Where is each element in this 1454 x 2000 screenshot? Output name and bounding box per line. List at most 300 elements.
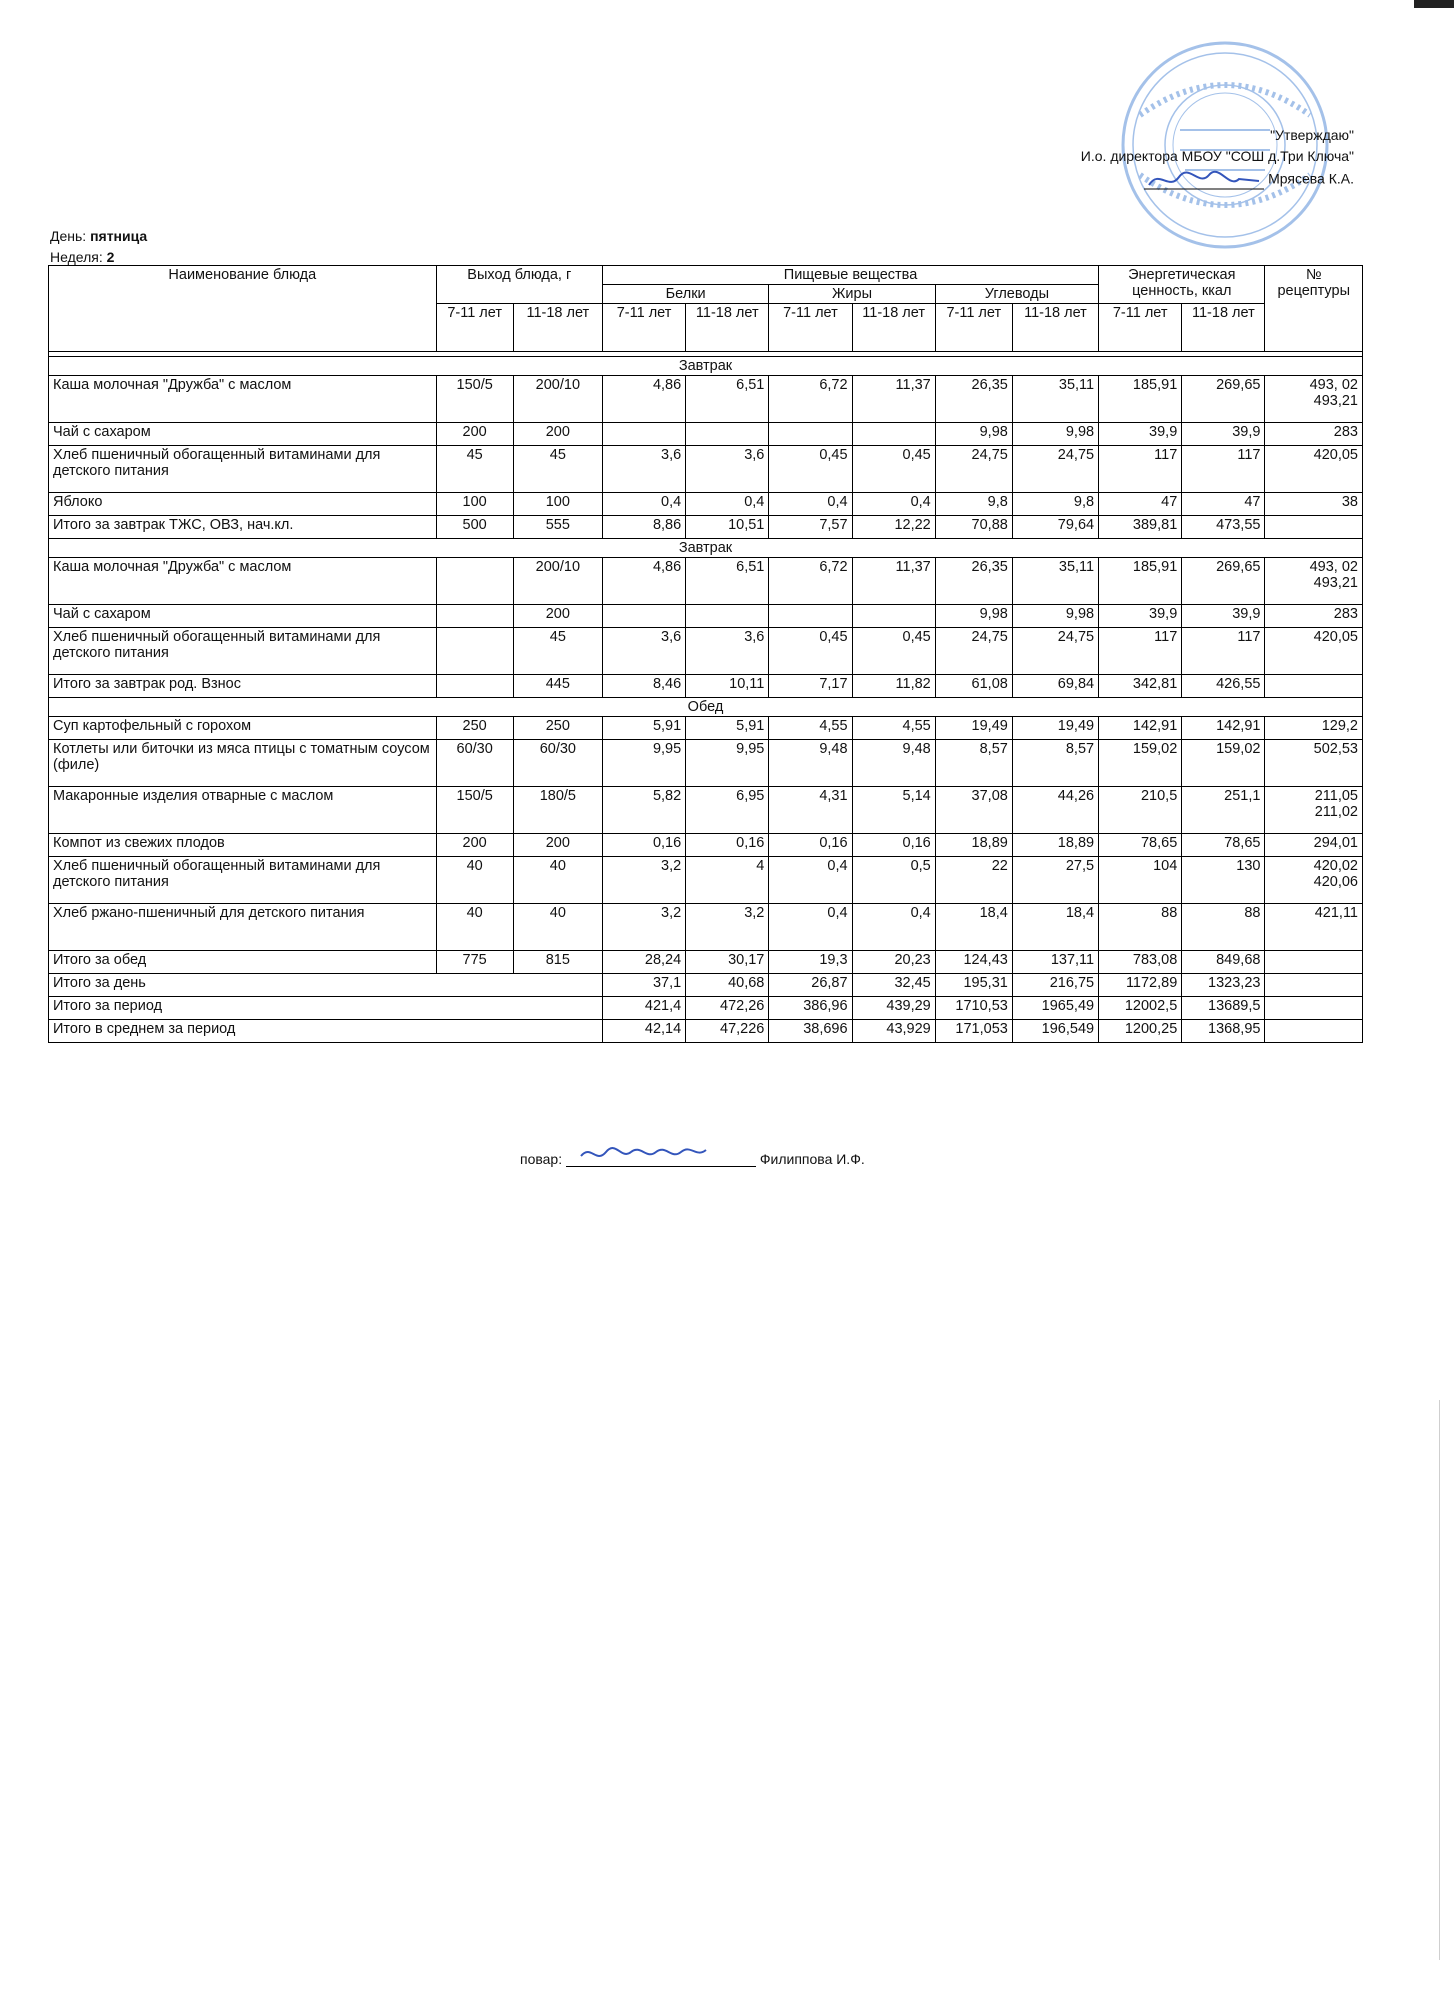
recipe-number: 502,53 [1313,741,1358,757]
value-cell: 200/10 [513,558,602,605]
day-value: пятница [90,228,148,244]
dish-name: Яблоко [49,493,437,516]
dish-name: Итого за обед [49,951,437,974]
value-cell: 555 [513,516,602,539]
table-row [49,605,1363,628]
total-value: 1965,49 [1012,997,1098,1020]
value-cell: 9,48 [852,740,935,787]
value-cell: 150/5 [436,376,513,423]
value-cell: 35,11 [1012,558,1098,605]
recipe-cell [1265,493,1363,516]
value-cell: 44,26 [1012,787,1098,834]
recipe-cell [1265,628,1363,675]
value-cell [436,628,513,675]
value-cell: 6,51 [686,558,769,605]
dish-name: Хлеб пшеничный обогащенный витаминами для детского питания [49,628,437,675]
recipe-cell [1265,675,1363,698]
week-line [50,249,114,265]
value-cell: 19,49 [935,717,1012,740]
total-label: Итого за период [49,997,603,1020]
value-cell: 18,89 [1012,834,1098,857]
value-cell: 3,6 [602,446,685,493]
week-label: Неделя: [50,249,103,265]
table-row [49,446,1363,493]
cook-signature-line [520,1150,865,1167]
value-cell: 0,4 [686,493,769,516]
value-cell: 0,5 [852,857,935,904]
recipe-cell-empty [1265,1020,1363,1043]
director-signature [1144,167,1264,193]
cook-name: Филиппова И.Ф. [759,1151,865,1167]
value-cell [769,605,852,628]
table-row [49,717,1363,740]
total-value: 1172,89 [1099,974,1182,997]
value-cell: 0,16 [686,834,769,857]
value-cell: 426,55 [1182,675,1265,698]
total-value: 1710,53 [935,997,1012,1020]
dish-name: Хлеб пшеничный обогащенный витаминами для детского питания [49,446,437,493]
value-cell: 40 [436,857,513,904]
value-cell: 69,84 [1012,675,1098,698]
header-fats: Жиры [769,285,935,304]
recipe-cell-empty [1265,974,1363,997]
total-value: 40,68 [686,974,769,997]
dish-name: Каша молочная "Дружба" с маслом [49,376,437,423]
value-cell: 3,6 [686,628,769,675]
value-cell: 0,4 [769,493,852,516]
value-cell: 200 [436,834,513,857]
section-row [49,539,1363,558]
value-cell: 78,65 [1099,834,1182,857]
value-cell: 7,57 [769,516,852,539]
value-cell: 20,23 [852,951,935,974]
section-title: Завтрак [49,357,1363,376]
total-value: 13689,5 [1182,997,1265,1020]
total-value: 37,1 [602,974,685,997]
recipe-number: 211,05 [1314,788,1358,804]
value-cell: 40 [513,904,602,951]
table-row [49,857,1363,904]
cook-label: повар: [520,1151,563,1167]
value-cell: 19,3 [769,951,852,974]
table-row [49,628,1363,675]
value-cell: 9,8 [1012,493,1098,516]
value-cell: 117 [1099,446,1182,493]
total-value: 386,96 [769,997,852,1020]
value-cell: 251,1 [1182,787,1265,834]
value-cell: 10,11 [686,675,769,698]
value-cell: 775 [436,951,513,974]
dish-name: Хлеб пшеничный обогащенный витаминами для детского питания [49,857,437,904]
value-cell: 10,51 [686,516,769,539]
value-cell: 37,08 [935,787,1012,834]
value-cell: 783,08 [1099,951,1182,974]
header-nutrients: Пищевые вещества [602,266,1098,285]
value-cell: 100 [436,493,513,516]
value-cell: 9,98 [1012,423,1098,446]
recipe-cell [1265,834,1363,857]
value-cell: 130 [1182,857,1265,904]
value-cell: 39,9 [1182,423,1265,446]
total-value: 43,929 [852,1020,935,1043]
table-row [49,787,1363,834]
value-cell: 269,65 [1182,558,1265,605]
header-energy: Энергетическая ценность, ккал [1099,266,1265,304]
value-cell: 24,75 [935,446,1012,493]
value-cell: 24,75 [935,628,1012,675]
value-cell: 88 [1182,904,1265,951]
header-age-7-11: 7-11 лет [935,304,1012,352]
value-cell: 5,91 [602,717,685,740]
value-cell: 45 [513,446,602,493]
dish-name: Чай с сахаром [49,605,437,628]
value-cell: 0,4 [852,904,935,951]
approval-line-3 [1081,167,1354,193]
header-dish: Наименование блюда [49,266,437,352]
recipe-cell [1265,423,1363,446]
value-cell: 8,57 [1012,740,1098,787]
value-cell: 18,4 [935,904,1012,951]
header-age-11-18: 11-18 лет [1182,304,1265,352]
value-cell [852,605,935,628]
recipe-number: 493, 02 [1309,377,1358,393]
day-line [50,228,147,244]
value-cell: 200 [436,423,513,446]
value-cell: 185,91 [1099,558,1182,605]
total-value: 1323,23 [1182,974,1265,997]
value-cell: 159,02 [1182,740,1265,787]
value-cell: 117 [1182,446,1265,493]
value-cell: 11,37 [852,558,935,605]
value-cell: 47 [1182,493,1265,516]
value-cell: 117 [1099,628,1182,675]
value-cell: 100 [513,493,602,516]
value-cell: 0,16 [852,834,935,857]
value-cell: 0,16 [602,834,685,857]
value-cell: 9,95 [686,740,769,787]
scan-edge-line [1439,1400,1440,1960]
value-cell [769,423,852,446]
value-cell [686,605,769,628]
recipe-number: 283 [1333,606,1358,622]
value-cell: 250 [513,717,602,740]
value-cell: 6,95 [686,787,769,834]
value-cell: 70,88 [935,516,1012,539]
value-cell: 24,75 [1012,628,1098,675]
value-cell: 39,9 [1182,605,1265,628]
dish-name: Итого за завтрак ТЖС, ОВЗ, нач.кл. [49,516,437,539]
value-cell: 849,68 [1182,951,1265,974]
value-cell: 250 [436,717,513,740]
value-cell: 0,45 [769,446,852,493]
dish-name: Каша молочная "Дружба" с маслом [49,558,437,605]
value-cell: 3,2 [602,904,685,951]
value-cell: 389,81 [1099,516,1182,539]
value-cell: 3,2 [602,857,685,904]
recipe-cell [1265,740,1363,787]
total-value: 26,87 [769,974,852,997]
header-age-11-18: 11-18 лет [686,304,769,352]
value-cell: 88 [1099,904,1182,951]
recipe-number-alt: 420,06 [1313,874,1358,890]
approval-line-2: И.о. директора МБОУ "СОШ д.Три Ключа" [1080,148,1354,164]
scan-edge-mark [1414,0,1454,8]
dish-name: Суп картофельный с горохом [49,717,437,740]
total-label: Итого за день [49,974,603,997]
header-age-11-18: 11-18 лет [1012,304,1098,352]
value-cell: 5,82 [602,787,685,834]
value-cell: 18,89 [935,834,1012,857]
value-cell: 60/30 [513,740,602,787]
value-cell: 200/10 [513,376,602,423]
value-cell: 9,8 [935,493,1012,516]
value-cell: 815 [513,951,602,974]
value-cell: 45 [513,628,602,675]
value-cell: 473,55 [1182,516,1265,539]
value-cell: 8,57 [935,740,1012,787]
value-cell: 61,08 [935,675,1012,698]
total-value: 38,696 [769,1020,852,1043]
menu-table [48,265,1363,1043]
value-cell: 4,86 [602,558,685,605]
value-cell: 200 [513,423,602,446]
value-cell: 40 [436,904,513,951]
value-cell: 4,31 [769,787,852,834]
value-cell: 6,72 [769,376,852,423]
value-cell: 9,98 [935,605,1012,628]
total-value: 1368,95 [1182,1020,1265,1043]
dish-name: Чай с сахаром [49,423,437,446]
value-cell: 27,5 [1012,857,1098,904]
director-name: Мрясева К.А. [1268,170,1354,187]
cook-signature-scribble [566,1144,756,1164]
value-cell: 22 [935,857,1012,904]
value-cell: 180/5 [513,787,602,834]
value-cell [602,605,685,628]
value-cell: 39,9 [1099,605,1182,628]
recipe-cell [1265,787,1363,834]
cook-signature [566,1150,756,1167]
value-cell: 200 [513,834,602,857]
menu-table-body [49,357,1363,1043]
recipe-cell [1265,558,1363,605]
table-row [49,951,1363,974]
header-age-7-11: 7-11 лет [602,304,685,352]
recipe-number: 129,2 [1321,718,1358,734]
value-cell: 9,98 [935,423,1012,446]
total-value: 439,29 [852,997,935,1020]
recipe-number: 38 [1341,494,1358,510]
table-row [49,834,1363,857]
total-row [49,997,1363,1020]
recipe-cell [1265,857,1363,904]
value-cell: 11,82 [852,675,935,698]
value-cell: 8,86 [602,516,685,539]
total-label: Итого в среднем за период [49,1020,603,1043]
value-cell: 137,11 [1012,951,1098,974]
recipe-cell [1265,717,1363,740]
total-value: 171,053 [935,1020,1012,1043]
value-cell [436,558,513,605]
approval-line-1: "Утверждаю" [1270,127,1354,143]
value-cell: 0,4 [769,857,852,904]
value-cell: 0,45 [852,446,935,493]
value-cell: 269,65 [1182,376,1265,423]
header-carbs: Углеводы [935,285,1098,304]
value-cell: 142,91 [1099,717,1182,740]
value-cell: 117 [1182,628,1265,675]
total-value: 196,549 [1012,1020,1098,1043]
value-cell: 185,91 [1099,376,1182,423]
value-cell: 9,98 [1012,605,1098,628]
dish-name: Макаронные изделия отварные с маслом [49,787,437,834]
recipe-cell [1265,376,1363,423]
recipe-number: 420,02 [1313,858,1358,874]
dish-name: Компот из свежих плодов [49,834,437,857]
value-cell: 3,6 [602,628,685,675]
table-row [49,675,1363,698]
table-row [49,493,1363,516]
value-cell: 26,35 [935,376,1012,423]
value-cell: 4,55 [852,717,935,740]
value-cell: 104 [1099,857,1182,904]
value-cell: 7,17 [769,675,852,698]
value-cell: 9,95 [602,740,685,787]
value-cell: 150/5 [436,787,513,834]
value-cell: 0,45 [852,628,935,675]
value-cell: 0,4 [852,493,935,516]
total-value: 47,226 [686,1020,769,1043]
value-cell [436,675,513,698]
recipe-number: 420,05 [1313,447,1358,463]
value-cell: 78,65 [1182,834,1265,857]
value-cell: 26,35 [935,558,1012,605]
value-cell: 19,49 [1012,717,1098,740]
value-cell: 6,51 [686,376,769,423]
value-cell [852,423,935,446]
section-row [49,698,1363,717]
recipe-number-alt: 211,02 [1314,804,1358,820]
header-proteins: Белки [602,285,768,304]
table-row [49,423,1363,446]
value-cell: 8,46 [602,675,685,698]
recipe-number: 493, 02 [1309,559,1358,575]
value-cell: 60/30 [436,740,513,787]
value-cell: 4 [686,857,769,904]
recipe-number: 294,01 [1313,835,1358,851]
value-cell: 3,2 [686,904,769,951]
dish-name: Хлеб ржано-пшеничный для детского питания [49,904,437,951]
recipe-cell [1265,446,1363,493]
table-row [49,558,1363,605]
header-age-11-18: 11-18 лет [852,304,935,352]
value-cell: 142,91 [1182,717,1265,740]
value-cell: 342,81 [1099,675,1182,698]
total-value: 472,26 [686,997,769,1020]
value-cell: 124,43 [935,951,1012,974]
recipe-cell [1265,951,1363,974]
value-cell: 79,64 [1012,516,1098,539]
total-row [49,1020,1363,1043]
header-age-7-11: 7-11 лет [1099,304,1182,352]
value-cell [436,605,513,628]
value-cell: 445 [513,675,602,698]
header-yield: Выход блюда, г [436,266,602,304]
value-cell: 6,72 [769,558,852,605]
total-value: 42,14 [602,1020,685,1043]
value-cell: 159,02 [1099,740,1182,787]
value-cell: 30,17 [686,951,769,974]
recipe-number: 421,11 [1314,905,1358,921]
week-value: 2 [106,249,115,265]
value-cell: 40 [513,857,602,904]
recipe-cell [1265,605,1363,628]
value-cell: 4,55 [769,717,852,740]
value-cell: 5,14 [852,787,935,834]
total-value: 195,31 [935,974,1012,997]
section-title: Обед [49,698,1363,717]
total-value: 421,4 [602,997,685,1020]
header-recipe: № рецептуры [1265,266,1363,352]
recipe-cell [1265,904,1363,951]
table-row [49,376,1363,423]
total-value: 12002,5 [1099,997,1182,1020]
recipe-number-alt: 493,21 [1313,575,1358,591]
header-age-7-11: 7-11 лет [769,304,852,352]
value-cell: 11,37 [852,376,935,423]
value-cell: 24,75 [1012,446,1098,493]
approval-block [1081,125,1354,193]
recipe-cell [1265,516,1363,539]
value-cell: 0,16 [769,834,852,857]
header-age-7-11: 7-11 лет [436,304,513,352]
header-age-11-18: 11-18 лет [513,304,602,352]
value-cell: 0,45 [769,628,852,675]
value-cell: 3,6 [686,446,769,493]
value-cell [686,423,769,446]
value-cell: 45 [436,446,513,493]
value-cell: 47 [1099,493,1182,516]
value-cell: 210,5 [1099,787,1182,834]
total-value: 216,75 [1012,974,1098,997]
table-row [49,516,1363,539]
value-cell: 18,4 [1012,904,1098,951]
value-cell: 35,11 [1012,376,1098,423]
table-row [49,904,1363,951]
value-cell: 5,91 [686,717,769,740]
value-cell: 0,4 [602,493,685,516]
value-cell: 0,4 [769,904,852,951]
recipe-cell-empty [1265,997,1363,1020]
dish-name: Итого за завтрак род. Взнос [49,675,437,698]
value-cell: 9,48 [769,740,852,787]
section-row [49,357,1363,376]
value-cell: 500 [436,516,513,539]
total-value: 1200,25 [1099,1020,1182,1043]
total-row [49,974,1363,997]
recipe-number-alt: 493,21 [1313,393,1358,409]
value-cell: 200 [513,605,602,628]
dish-name: Котлеты или биточки из мяса птицы с томатным соусом (филе) [49,740,437,787]
recipe-number: 420,05 [1313,629,1358,645]
section-title: Завтрак [49,539,1363,558]
value-cell: 12,22 [852,516,935,539]
recipe-number: 283 [1333,424,1358,440]
day-label: День: [50,228,87,244]
table-row [49,740,1363,787]
value-cell: 28,24 [602,951,685,974]
value-cell: 39,9 [1099,423,1182,446]
